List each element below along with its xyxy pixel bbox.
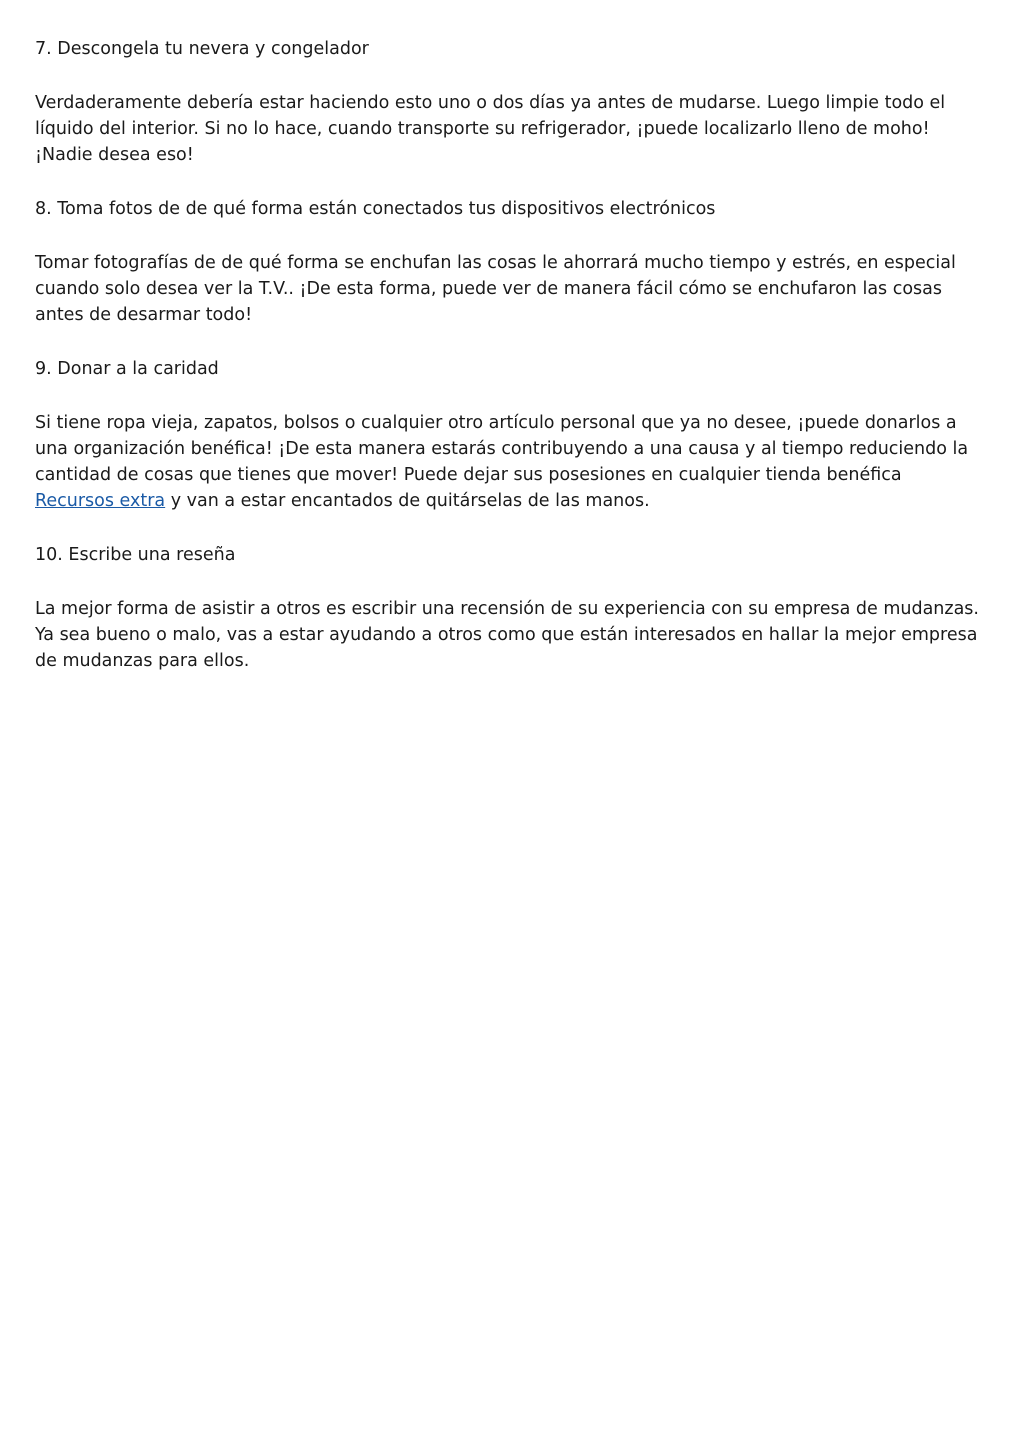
document-page bbox=[35, 36, 985, 702]
recursos-extra-link[interactable]: Recursos extra bbox=[35, 491, 166, 511]
section-body-9-text-before: Si tiene ropa vieja, zapatos, bolsos o cualquier otro artículo personal que ya no desee, ¡puede donarlos a una organización benéfica! ¡De esta manera estarás contribuyendo a una causa y al tiempo reduciendo la cantidad de cosas que tienes que mover! Puede dejar sus posesiones en cualquier tienda benéfica bbox=[35, 413, 969, 485]
section-body-9-text-after: y van a estar encantados de quitárselas de las manos. bbox=[165, 491, 650, 511]
section-body-9 bbox=[35, 410, 985, 514]
section-body-10: La mejor forma de asistir a otros es escribir una recensión de su experiencia con su empresa de mudanzas. Ya sea bueno o malo, vas a estar ayudando a otros como que están interesados en hallar la mejor empresa de mudanzas para ellos. bbox=[35, 599, 979, 671]
section-heading-8: 8. Toma fotos de de qué forma están conectados tus dispositivos electrónicos bbox=[35, 199, 716, 219]
section-heading-7: 7. Descongela tu nevera y congelador bbox=[35, 39, 369, 59]
section-heading-9: 9. Donar a la caridad bbox=[35, 359, 219, 379]
section-body-7: Verdaderamente debería estar haciendo esto uno o dos días ya antes de mudarse. Luego limpie todo el líquido del interior. Si no lo hace, cuando transporte su refrigerador, ¡puede localizarlo lleno de moho! ¡Nadie desea eso! bbox=[35, 93, 946, 165]
section-body-8: Tomar fotografías de de qué forma se enchufan las cosas le ahorrará mucho tiempo y estrés, en especial cuando solo desea ver la T.V.. ¡De esta forma, puede ver de manera fácil cómo se enchufaron las cosas antes de desarmar todo! bbox=[35, 253, 956, 325]
section-heading-10: 10. Escribe una reseña bbox=[35, 545, 236, 565]
